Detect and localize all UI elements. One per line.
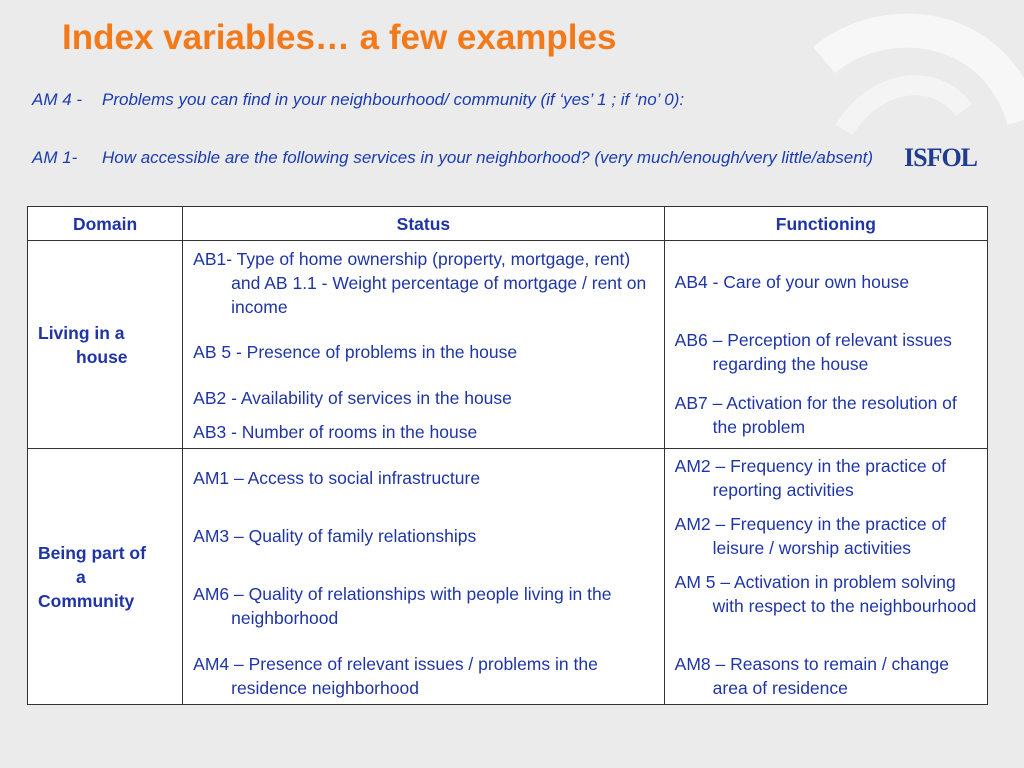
header-domain: Domain xyxy=(28,207,183,241)
domain-label: house xyxy=(76,346,128,367)
status-item: AM1 – Access to social infrastructure xyxy=(193,468,481,488)
index-variables-table xyxy=(27,206,988,705)
domain-label: a xyxy=(76,566,86,587)
isfol-logo: ISFOL xyxy=(904,143,978,172)
domain-cell xyxy=(28,241,183,449)
functioning-item: AM2 – Frequency in the practice of reporting activities xyxy=(674,456,947,500)
question-text: Problems you can find in your neighbourhood/ community (if ‘yes’ 1 ; if ‘no’ 0): xyxy=(102,90,685,109)
status-cell xyxy=(183,241,665,449)
functioning-item: AM8 – Reasons to remain / change area of residence xyxy=(674,654,949,698)
slide-title: Index variables… a few examples xyxy=(62,18,617,57)
table-row xyxy=(28,449,988,705)
functioning-item: AM2 – Frequency in the practice of leisure / worship activities xyxy=(674,514,947,558)
functioning-item: AB6 – Perception of relevant issues regarding the house xyxy=(674,330,952,374)
table-row xyxy=(28,241,988,449)
status-item: AB3 - Number of rooms in the house xyxy=(193,422,478,442)
question-code: AM 1- xyxy=(32,148,78,167)
domain-label: Community xyxy=(38,590,135,611)
domain-label: Being part of xyxy=(38,542,146,563)
status-item: AB 5 - Presence of problems in the house xyxy=(193,342,518,362)
header-functioning: Functioning xyxy=(664,207,987,241)
functioning-item: AB7 – Activation for the resolution of the problem xyxy=(674,393,957,437)
functioning-cell xyxy=(664,449,987,705)
question-text: How accessible are the following services in your neighborhood? (very much/enough/very little/absent) xyxy=(102,148,874,167)
question-code: AM 4 - xyxy=(32,90,83,109)
functioning-cell xyxy=(664,241,987,449)
table-header-row xyxy=(28,207,988,241)
domain-cell xyxy=(28,449,183,705)
question-am1 xyxy=(32,147,902,191)
status-item: AB2 - Availability of services in the house xyxy=(193,388,512,408)
status-item: AM3 – Quality of family relationships xyxy=(193,526,477,546)
functioning-item: AB4 - Care of your own house xyxy=(674,272,910,292)
question-am4 xyxy=(32,89,892,111)
header-status: Status xyxy=(183,207,665,241)
status-item: AM4 – Presence of relevant issues / problems in the residence neighborhood xyxy=(193,654,598,698)
functioning-item: AM 5 – Activation in problem solving with respect to the neighbourhood xyxy=(674,572,977,616)
status-item: AB1- Type of home ownership (property, mortgage, rent) and AB 1.1 - Weight percentage of mortgage / rent on income xyxy=(193,249,647,317)
domain-label: Living in a xyxy=(38,322,125,343)
status-cell xyxy=(183,449,665,705)
status-item: AM6 – Quality of relationships with people living in the neighborhood xyxy=(193,584,612,628)
